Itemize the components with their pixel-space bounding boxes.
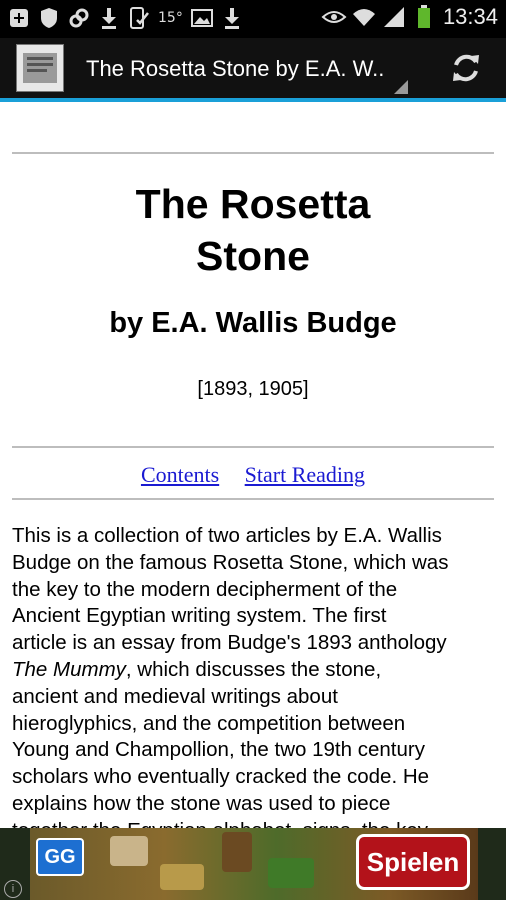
status-bar bbox=[0, 0, 506, 38]
status-bar-notifications bbox=[8, 6, 243, 30]
ad-artwork-item bbox=[222, 832, 252, 872]
divider bbox=[12, 152, 494, 154]
description-line: scholars who eventually cracked the code. He bbox=[12, 765, 430, 789]
wifi-icon bbox=[353, 5, 375, 29]
book-description bbox=[12, 523, 498, 845]
description-line: ancient and medieval writings about bbox=[12, 684, 338, 708]
ad-artwork-item bbox=[268, 858, 314, 888]
download-icon bbox=[98, 6, 120, 30]
description-line: Budge on the famous Rosetta Stone, which was bbox=[12, 550, 449, 574]
description-text: , which discusses the stone, bbox=[125, 657, 382, 681]
book-icon bbox=[17, 45, 63, 91]
divider bbox=[12, 446, 494, 448]
book-title-line: The Rosetta bbox=[135, 181, 371, 227]
description-line bbox=[12, 657, 498, 684]
description-line: article is an essay from Budge's 1893 anthology bbox=[12, 631, 447, 655]
book-content[interactable] bbox=[0, 102, 506, 828]
refresh-icon bbox=[449, 51, 483, 85]
ad-logo: GG bbox=[36, 838, 84, 876]
status-bar-system bbox=[323, 4, 498, 30]
ad-info-icon[interactable]: i bbox=[4, 880, 22, 898]
ad-banner[interactable] bbox=[0, 828, 506, 900]
description-line: hieroglyphics, and the competition between bbox=[12, 711, 406, 735]
start-reading-link[interactable]: Start Reading bbox=[244, 462, 366, 487]
dropdown-indicator-icon[interactable] bbox=[394, 80, 408, 94]
ad-play-button[interactable]: Spielen bbox=[356, 834, 470, 890]
book-links bbox=[0, 462, 506, 488]
book-title bbox=[0, 178, 506, 282]
divider bbox=[12, 498, 494, 500]
download-icon bbox=[221, 6, 243, 30]
description-line: Ancient Egyptian writing system. The first bbox=[12, 604, 387, 628]
app-icon[interactable] bbox=[16, 44, 64, 92]
page-title[interactable]: The Rosetta Stone by E.A. W.. bbox=[86, 56, 385, 81]
action-bar bbox=[0, 38, 506, 98]
book-title-line: Stone bbox=[196, 233, 310, 279]
phone-check-icon bbox=[128, 6, 150, 30]
book-years: [1893, 1905] bbox=[197, 378, 309, 400]
contents-link[interactable]: Contents bbox=[140, 462, 220, 487]
book-author: by E.A. Wallis Budge bbox=[109, 307, 397, 339]
description-line: Young and Champollion, the two 19th century bbox=[12, 738, 425, 762]
temperature-label: 15° bbox=[158, 10, 183, 26]
refresh-button[interactable] bbox=[446, 48, 486, 88]
signal-icon bbox=[383, 5, 405, 29]
battery-icon bbox=[413, 5, 435, 29]
ad-artwork-item bbox=[110, 836, 148, 866]
link-icon bbox=[68, 6, 90, 30]
shield-icon bbox=[38, 6, 60, 30]
description-line: explains how the stone was used to piece bbox=[12, 791, 391, 815]
clock: 13:34 bbox=[442, 4, 498, 29]
description-line: the key to the modern decipherment of the bbox=[12, 577, 398, 601]
add-notification-icon bbox=[8, 6, 30, 30]
eye-icon bbox=[323, 5, 345, 29]
ad-artwork-item bbox=[160, 864, 204, 890]
book-title-italic: The Mummy bbox=[12, 657, 126, 681]
image-icon bbox=[191, 6, 213, 30]
description-line: This is a collection of two articles by E.A. Wallis bbox=[12, 524, 442, 547]
